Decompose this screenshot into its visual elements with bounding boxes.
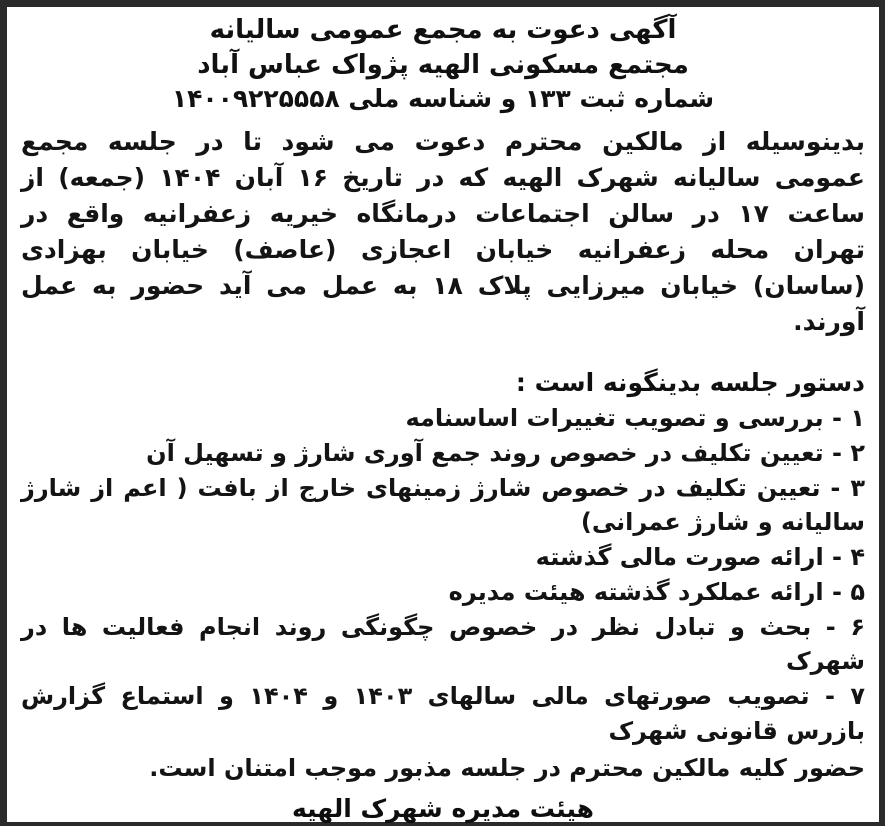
agenda-item: ۲ - تعیین تکلیف در خصوص روند جمع آوری شارژ و تسهیل آن — [146, 438, 865, 467]
agenda-heading: دستور جلسه بدینگونه است : — [515, 368, 865, 398]
frame-border-left — [0, 0, 7, 826]
heading-line-complex-name: مجتمع مسکونی الهیه پژواک عباس آباد — [197, 49, 689, 80]
agenda-item: ۶ - بحث و تبادل نظر در خصوص چگونگی روند انجام فعالیت ها در شهرک — [21, 612, 865, 676]
announcement-content — [7, 7, 879, 822]
agenda-item: ۷ - تصویب صورتهای مالی سالهای ۱۴۰۳ و ۱۴۰۴ و استماع گزارش بازرس قانونی شهرک — [21, 682, 865, 746]
frame-border-top — [0, 0, 885, 7]
invitation-paragraph: بدینوسیله از مالکین محترم دعوت می شود تا در جلسه مجمع عمومی سالیانه شهرک الهیه که در تاریخ ۱۶ آبان ۱۴۰۴ (جمعه) از ساعت ۱۷ در سالن اجتماعات درمانگاه خیریه زعفرانیه واقع در تهران محله زعفرانیه خیابان اعجازی (عاصف) خیابان بهزادی (ساسان) خیابان میرزایی پلاک ۱۸ به عمل می آید حضور به عمل آورند. — [21, 127, 866, 337]
signature-board-of-directors: هیئت مدیره شهرک الهیه — [291, 793, 594, 823]
agenda-list — [21, 401, 865, 749]
agenda-item: ۱ - بررسی و تصویب تغییرات اساسنامه — [405, 403, 865, 432]
heading-line-title: آگهی دعوت به مجمع عمومی سالیانه — [209, 15, 677, 45]
heading-line-registration: شماره ثبت ۱۳۳ و شناسه ملی ۱۴۰۰۹۲۲۵۵۵۸ — [171, 84, 715, 114]
frame-border-right — [879, 0, 885, 826]
announcement-heading — [21, 13, 865, 115]
agenda-item: ۳ - تعیین تکلیف در خصوص شارژ زمینهای خارج از بافت ( اعم از شارژ سالیانه و شارژ عمرانی) — [21, 473, 865, 537]
agenda-item: ۵ - ارائه عملکرد گذشته هیئت مدیره — [448, 577, 865, 606]
agenda-item: ۴ - ارائه صورت مالی گذشته — [535, 543, 865, 572]
closing-note: حضور کلیه مالکین محترم در جلسه مذبور موجب امتنان است. — [149, 753, 865, 782]
